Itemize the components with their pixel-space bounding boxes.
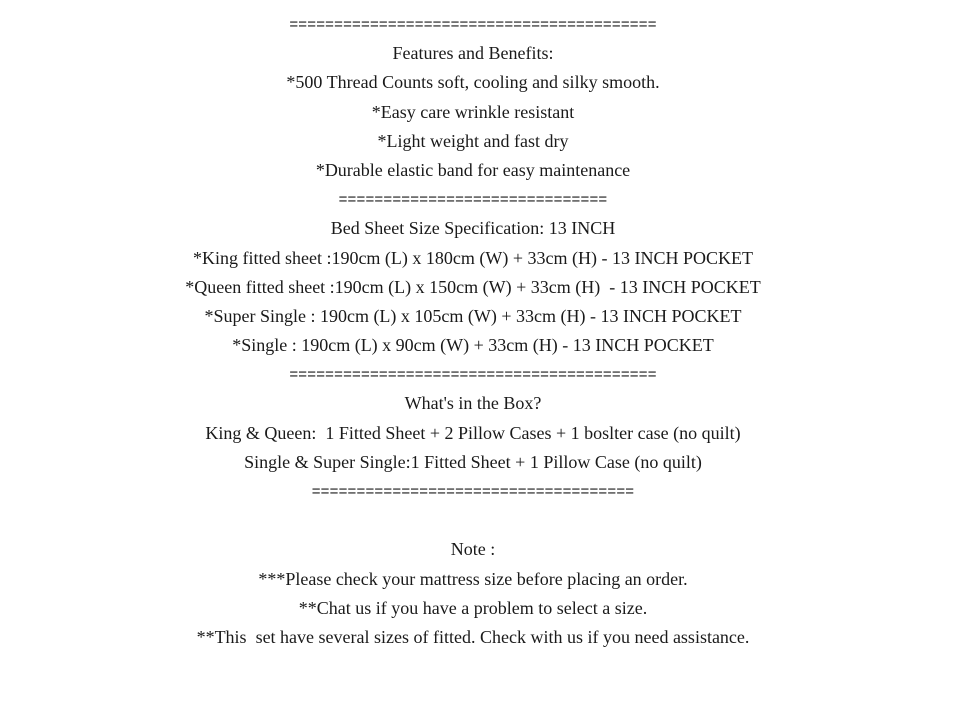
note-item: **This set have several sizes of fitted. Check with us if you need assistance.: [196, 626, 750, 647]
separator-line: =========================================: [289, 366, 657, 384]
note-item: ***Please check your mattress size before placing an order.: [258, 568, 688, 589]
feature-item: *Light weight and fast dry: [377, 130, 569, 151]
box-contents-item: King & Queen: 1 Fitted Sheet + 2 Pillow Cases + 1 boslter case (no quilt): [205, 422, 741, 443]
note-item: **Chat us if you have a problem to select a size.: [298, 597, 648, 618]
features-heading: Features and Benefits:: [392, 43, 554, 64]
note-heading: Note :: [450, 539, 496, 560]
separator-line: ==============================: [338, 191, 608, 209]
separator-line: =========================================: [289, 16, 657, 33]
feature-item: *500 Thread Counts soft, cooling and silky smooth.: [286, 72, 660, 93]
feature-item: *Durable elastic band for easy maintenance: [315, 159, 631, 180]
product-description: [0, 10, 946, 652]
size-spec-heading: Bed Sheet Size Specification: 13 INCH: [330, 218, 616, 239]
feature-item: *Easy care wrinkle resistant: [371, 101, 575, 122]
size-spec-item: *Queen fitted sheet :190cm (L) x 150cm (W) + 33cm (H) - 13 INCH POCKET: [185, 276, 761, 297]
separator-line: ====================================: [311, 483, 635, 500]
box-contents-item: Single & Super Single:1 Fitted Sheet + 1 Pillow Case (no quilt): [244, 451, 702, 472]
box-contents-heading: What's in the Box?: [404, 393, 542, 414]
blank-line: [0, 506, 946, 535]
size-spec-item: *King fitted sheet :190cm (L) x 180cm (W) + 33cm (H) - 13 INCH POCKET: [192, 247, 754, 268]
size-spec-item: *Single : 190cm (L) x 90cm (W) + 33cm (H) - 13 INCH POCKET: [232, 335, 714, 356]
size-spec-item: *Super Single : 190cm (L) x 105cm (W) + 33cm (H) - 13 INCH POCKET: [204, 305, 742, 326]
